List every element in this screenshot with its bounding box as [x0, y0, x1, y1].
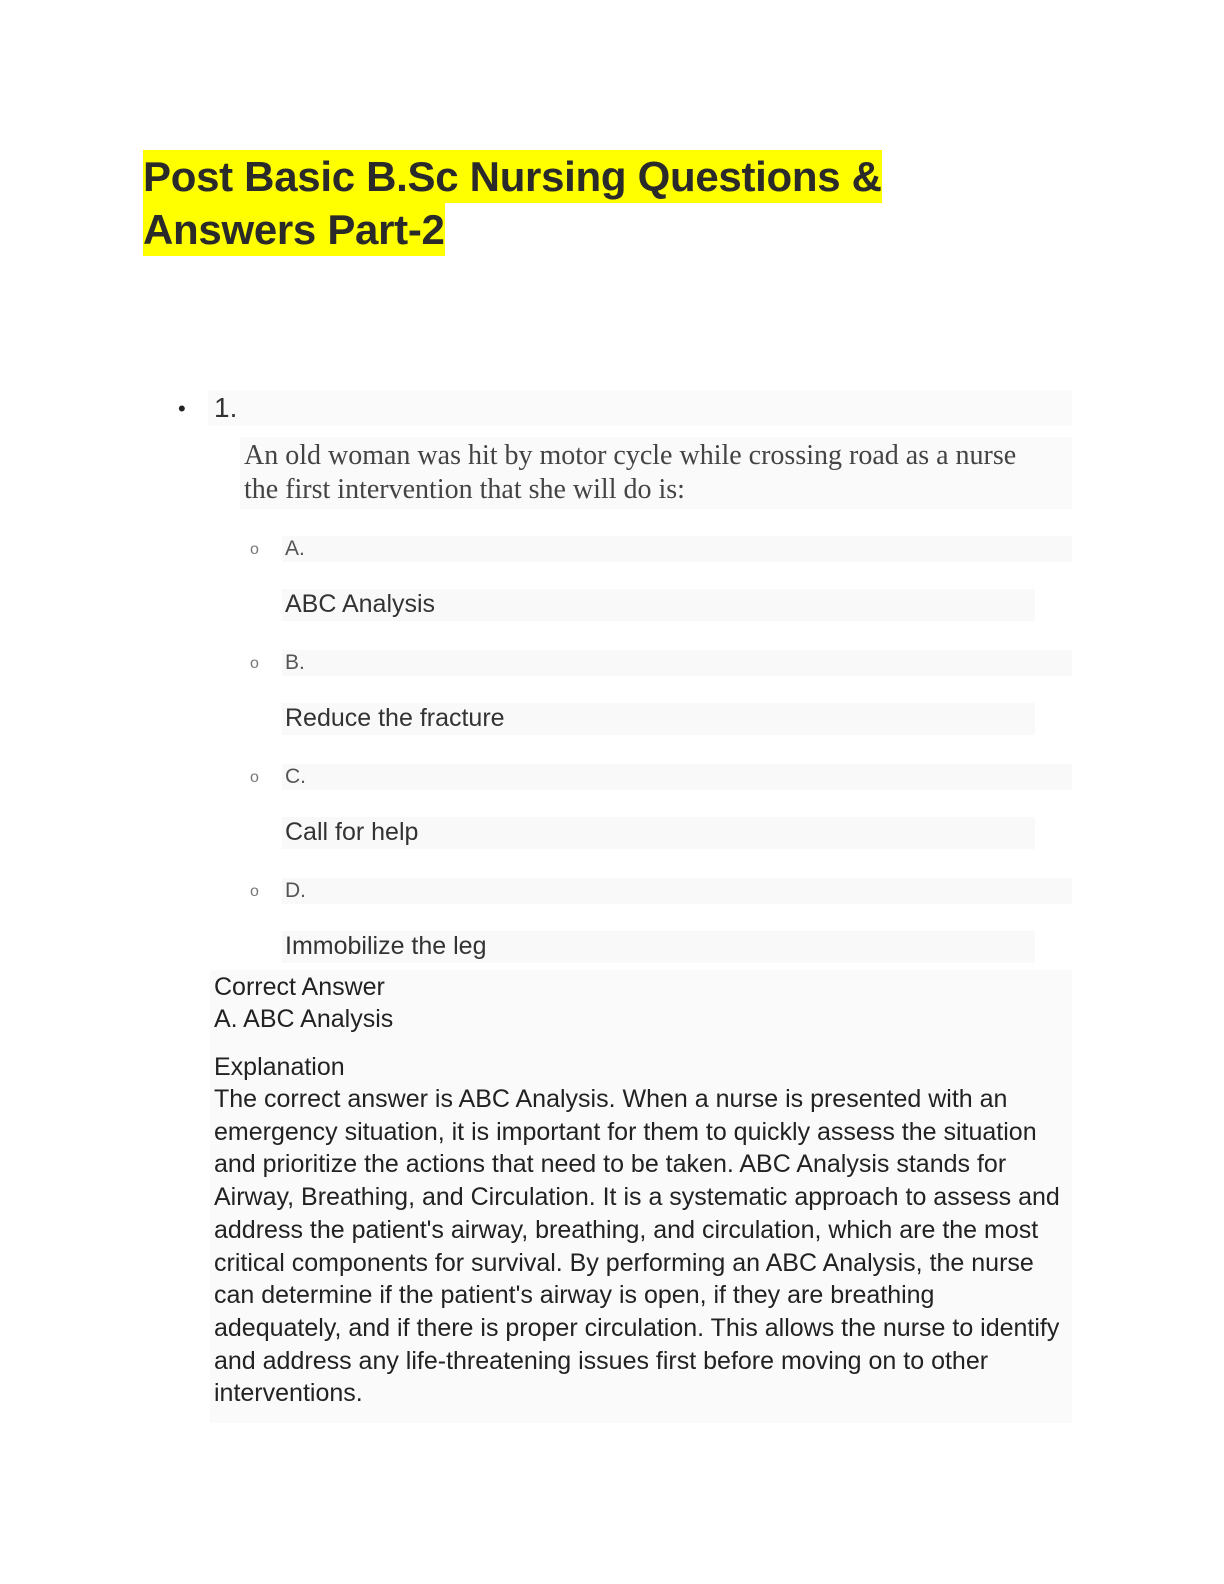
question-number-row — [208, 390, 1072, 426]
option-d-letter: D. — [285, 879, 306, 902]
page-title-line-2: Answers Part-2 — [143, 203, 445, 256]
question-text: An old woman was hit by motor cycle while crossing road as a nurse the first intervention that she will do is: — [244, 440, 1017, 505]
correct-answer-value: A. ABC Analysis — [214, 1005, 394, 1033]
option-a-letter-row[interactable] — [282, 536, 1072, 562]
answer-panel — [210, 970, 1072, 1423]
option-a-text: ABC Analysis — [285, 590, 436, 618]
option-a-text-row[interactable] — [282, 589, 1035, 621]
option-b-letter: B. — [285, 651, 305, 674]
question-bullet: • — [178, 396, 186, 421]
question-number: 1. — [214, 392, 238, 423]
option-c-letter-row[interactable] — [282, 764, 1072, 790]
page-title — [143, 150, 903, 256]
correct-answer-label: Correct Answer — [214, 973, 385, 1001]
option-a-bullet: o — [250, 541, 259, 558]
explanation-text: The correct answer is ABC Analysis. When a nurse is presented with an emergency situation, it is important for them to quickly assess the situation and prioritize the actions that need to be taken. ABC Analysis stands for Airway, Breathing, and Circulation. It is a systematic approach to assess and address the patient's airway, breathing, and circulation, which are the most critical components for survival. By performing an ABC Analysis, the nurse can determine if the patient's airway is open, if they are breathing adequately, and if there is proper circulation. This allows the nurse to identify and address any life-threatening issues first before moving on to other interventions. — [214, 1085, 1060, 1408]
option-d-bullet: o — [250, 883, 259, 900]
option-d-text-row[interactable] — [282, 931, 1035, 963]
option-c-bullet: o — [250, 769, 259, 786]
option-a-letter: A. — [285, 537, 305, 560]
option-c-letter: C. — [285, 765, 306, 788]
page-title-line-1: Post Basic B.Sc Nursing Questions & — [143, 150, 882, 203]
explanation-label: Explanation — [214, 1053, 345, 1081]
option-d-letter-row[interactable] — [282, 878, 1072, 904]
option-b-text-row[interactable] — [282, 703, 1035, 735]
option-c-text-row[interactable] — [282, 817, 1035, 849]
option-b-text: Reduce the fracture — [285, 704, 505, 732]
option-b-bullet: o — [250, 655, 259, 672]
option-b-letter-row[interactable] — [282, 650, 1072, 676]
option-c-text: Call for help — [285, 818, 419, 846]
option-d-text: Immobilize the leg — [285, 932, 487, 960]
question-text-box — [240, 437, 1072, 509]
